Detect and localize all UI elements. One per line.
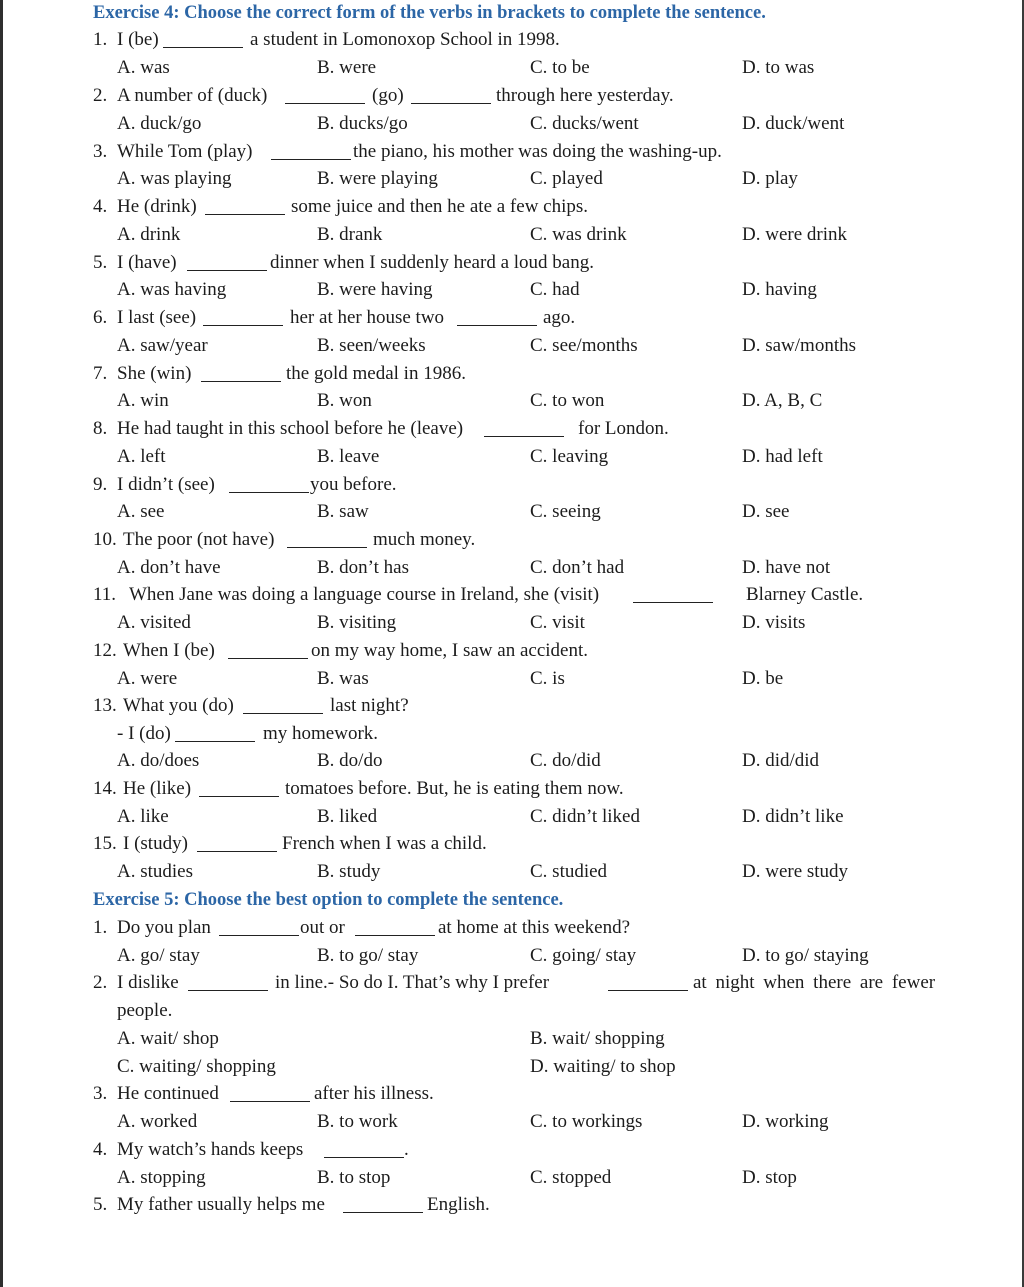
option-d: D. were study bbox=[742, 861, 849, 882]
question-text: French when I was a child. bbox=[282, 833, 487, 854]
option-c: C. is bbox=[530, 668, 565, 689]
answer-blank bbox=[197, 851, 277, 852]
question-text: When I (be) bbox=[123, 640, 215, 661]
option-c: C. stopped bbox=[530, 1167, 612, 1188]
option-d: D. were drink bbox=[742, 224, 847, 245]
question-number: 7. bbox=[93, 363, 108, 384]
answer-blank bbox=[484, 436, 564, 437]
question-text: for London. bbox=[578, 418, 669, 439]
option-c: C. see/months bbox=[530, 335, 638, 356]
question-text: I dislike bbox=[117, 972, 179, 993]
answer-blank bbox=[229, 492, 309, 493]
question-number: 1. bbox=[93, 29, 108, 50]
option-d: D. saw/months bbox=[742, 335, 856, 356]
question-text: The poor (not have) bbox=[123, 529, 275, 550]
option-c: C. ducks/went bbox=[530, 113, 639, 134]
answer-blank bbox=[205, 214, 285, 215]
question-number: 5. bbox=[93, 1194, 108, 1215]
answer-blank bbox=[287, 547, 367, 548]
option-d: D. working bbox=[742, 1111, 829, 1132]
option-c: C. going/ stay bbox=[530, 945, 637, 966]
option-a: A. see bbox=[117, 501, 165, 522]
answer-blank bbox=[343, 1212, 423, 1213]
option-a: A. go/ stay bbox=[117, 945, 200, 966]
question-text: Blarney Castle. bbox=[746, 584, 864, 605]
option-b: B. to stop bbox=[317, 1167, 391, 1188]
question-text: English. bbox=[427, 1194, 490, 1215]
option-d: D. play bbox=[742, 168, 798, 189]
answer-blank bbox=[187, 270, 267, 271]
exercise-5-heading: Exercise 5: Choose the best option to complete the sentence. bbox=[93, 890, 564, 910]
option-d: D. to go/ staying bbox=[742, 945, 869, 966]
question-text: Do you plan bbox=[117, 917, 211, 938]
option-a: A. was bbox=[117, 57, 170, 78]
question-text: My watch’s hands keeps bbox=[117, 1139, 304, 1160]
option-b: B. was bbox=[317, 668, 369, 689]
option-b: B. were playing bbox=[317, 168, 438, 189]
question-text: My father usually helps me bbox=[117, 1194, 325, 1215]
option-c: C. to workings bbox=[530, 1111, 643, 1132]
option-a: A. studies bbox=[117, 861, 193, 882]
option-d: D. have not bbox=[742, 557, 831, 578]
question-text: at night when there are fewer bbox=[693, 972, 936, 993]
answer-blank bbox=[203, 325, 283, 326]
question-text: you before. bbox=[310, 474, 397, 495]
question-text: He (drink) bbox=[117, 196, 197, 217]
option-a: A. was having bbox=[117, 279, 227, 300]
option-c: C. do/did bbox=[530, 750, 601, 771]
question-text: ago. bbox=[543, 307, 576, 328]
option-d: D. waiting/ to shop bbox=[530, 1056, 676, 1077]
option-b: B. leave bbox=[317, 446, 380, 467]
question-text: much money. bbox=[373, 529, 476, 550]
answer-blank bbox=[633, 602, 713, 603]
question-text: I (be) bbox=[117, 29, 159, 50]
option-c: C. had bbox=[530, 279, 580, 300]
question-text: a student in Lomonoxop School in 1998. bbox=[250, 29, 560, 50]
answer-blank bbox=[228, 658, 308, 659]
answer-blank bbox=[199, 796, 279, 797]
option-d: D. duck/went bbox=[742, 113, 845, 134]
answer-blank bbox=[243, 713, 323, 714]
answer-blank bbox=[201, 381, 281, 382]
question-text: my homework. bbox=[263, 723, 379, 744]
option-d: D. to was bbox=[742, 57, 815, 78]
option-b: B. won bbox=[317, 390, 372, 411]
option-c: C. studied bbox=[530, 861, 608, 882]
answer-blank bbox=[230, 1101, 310, 1102]
option-a: A. saw/year bbox=[117, 335, 208, 356]
option-a: A. drink bbox=[117, 224, 181, 245]
question-text: on my way home, I saw an accident. bbox=[311, 640, 588, 661]
answer-blank bbox=[355, 935, 435, 936]
question-text: out or bbox=[300, 917, 345, 938]
option-a: A. stopping bbox=[117, 1167, 206, 1188]
option-a: A. do/does bbox=[117, 750, 200, 771]
answer-blank bbox=[411, 103, 491, 104]
option-a: A. like bbox=[117, 806, 169, 827]
question-text: her at her house two bbox=[290, 307, 445, 328]
question-text: through here yesterday. bbox=[496, 85, 674, 106]
question-text: the piano, his mother was doing the washing-up. bbox=[353, 141, 722, 162]
option-d: D. stop bbox=[742, 1167, 797, 1188]
question-number: 13. bbox=[93, 695, 117, 716]
option-d: D. had left bbox=[742, 446, 823, 467]
question-text: He continued bbox=[117, 1083, 219, 1104]
question-number: 6. bbox=[93, 307, 108, 328]
option-b: B. were bbox=[317, 57, 377, 78]
option-b: B. wait/ shopping bbox=[530, 1028, 665, 1049]
question-number: 4. bbox=[93, 196, 108, 217]
option-d: D. didn’t like bbox=[742, 806, 844, 827]
option-d: D. be bbox=[742, 668, 784, 689]
question-number: 4. bbox=[93, 1139, 108, 1160]
answer-blank bbox=[163, 47, 243, 48]
question-text: He (like) bbox=[123, 778, 192, 799]
answer-blank bbox=[457, 325, 537, 326]
question-text: I (have) bbox=[117, 252, 177, 273]
option-b: B. ducks/go bbox=[317, 113, 408, 134]
option-b: B. to go/ stay bbox=[317, 945, 419, 966]
question-number: 3. bbox=[93, 1083, 108, 1104]
option-a: A. left bbox=[117, 446, 166, 467]
question-text: after his illness. bbox=[314, 1083, 434, 1104]
question-text: When Jane was doing a language course in Ireland, she (visit) bbox=[129, 584, 600, 605]
question-number: 10. bbox=[93, 529, 117, 550]
option-d: D. having bbox=[742, 279, 817, 300]
question-number: 2. bbox=[93, 85, 108, 106]
option-a: A. don’t have bbox=[117, 557, 221, 578]
question-number: 14. bbox=[93, 778, 117, 799]
option-b: B. don’t has bbox=[317, 557, 410, 578]
page-left-edge bbox=[0, 0, 3, 1287]
option-b: B. were having bbox=[317, 279, 433, 300]
question-text: dinner when I suddenly heard a loud bang. bbox=[270, 252, 594, 273]
option-c: C. didn’t liked bbox=[530, 806, 640, 827]
question-number: 3. bbox=[93, 141, 108, 162]
question-number: 11. bbox=[93, 584, 117, 605]
question-text: last night? bbox=[330, 695, 409, 716]
option-b: B. to work bbox=[317, 1111, 398, 1132]
question-text: some juice and then he ate a few chips. bbox=[291, 196, 589, 217]
question-text: (go) bbox=[372, 85, 404, 106]
question-text: - I (do) bbox=[117, 723, 171, 744]
option-b: B. study bbox=[317, 861, 381, 882]
question-text: tomatoes before. But, he is eating them now. bbox=[285, 778, 624, 799]
question-number: 2. bbox=[93, 972, 108, 993]
question-text: I (study) bbox=[123, 833, 188, 854]
option-d: D. A, B, C bbox=[742, 390, 823, 411]
question-text: What you (do) bbox=[123, 695, 234, 716]
option-d: D. see bbox=[742, 501, 790, 522]
option-b: B. liked bbox=[317, 806, 378, 827]
answer-blank bbox=[219, 935, 299, 936]
option-a: A. duck/go bbox=[117, 113, 202, 134]
option-c: C. waiting/ shopping bbox=[117, 1056, 276, 1077]
option-a: A. worked bbox=[117, 1111, 198, 1132]
question-continuation: people. bbox=[117, 1000, 173, 1021]
option-c: C. to won bbox=[530, 390, 605, 411]
question-number: 15. bbox=[93, 833, 117, 854]
option-b: B. seen/weeks bbox=[317, 335, 426, 356]
option-c: C. to be bbox=[530, 57, 590, 78]
question-text: He had taught in this school before he (leave) bbox=[117, 418, 464, 439]
question-text: at home at this weekend? bbox=[438, 917, 631, 938]
answer-blank bbox=[324, 1157, 404, 1158]
option-c: C. don’t had bbox=[530, 557, 625, 578]
question-number: 1. bbox=[93, 917, 108, 938]
question-text: I last (see) bbox=[117, 307, 197, 328]
question-number: 8. bbox=[93, 418, 108, 439]
answer-blank bbox=[175, 741, 255, 742]
answer-blank bbox=[188, 990, 268, 991]
answer-blank bbox=[608, 990, 688, 991]
option-b: B. saw bbox=[317, 501, 369, 522]
option-c: C. visit bbox=[530, 612, 585, 633]
option-d: D. visits bbox=[742, 612, 806, 633]
answer-blank bbox=[285, 103, 365, 104]
option-b: B. visiting bbox=[317, 612, 397, 633]
option-a: A. were bbox=[117, 668, 178, 689]
option-a: A. win bbox=[117, 390, 169, 411]
option-a: A. was playing bbox=[117, 168, 232, 189]
answer-blank bbox=[271, 159, 351, 160]
option-c: C. was drink bbox=[530, 224, 627, 245]
option-b: B. do/do bbox=[317, 750, 383, 771]
question-text: A number of (duck) bbox=[117, 85, 268, 106]
question-text: in line.- So do I. That’s why I prefer bbox=[275, 972, 550, 993]
option-c: C. leaving bbox=[530, 446, 609, 467]
option-b: B. drank bbox=[317, 224, 383, 245]
option-c: C. seeing bbox=[530, 501, 601, 522]
question-text: I didn’t (see) bbox=[117, 474, 215, 495]
option-d: D. did/did bbox=[742, 750, 820, 771]
question-text: the gold medal in 1986. bbox=[286, 363, 466, 384]
option-a: A. visited bbox=[117, 612, 191, 633]
option-c: C. played bbox=[530, 168, 603, 189]
question-number: 12. bbox=[93, 640, 117, 661]
option-a: A. wait/ shop bbox=[117, 1028, 219, 1049]
question-number: 9. bbox=[93, 474, 108, 495]
question-text: She (win) bbox=[117, 363, 192, 384]
question-text: While Tom (play) bbox=[117, 141, 253, 162]
exercise-4-heading: Exercise 4: Choose the correct form of the verbs in brackets to complete the sentence. bbox=[93, 3, 766, 23]
question-text: . bbox=[404, 1139, 409, 1160]
question-number: 5. bbox=[93, 252, 108, 273]
